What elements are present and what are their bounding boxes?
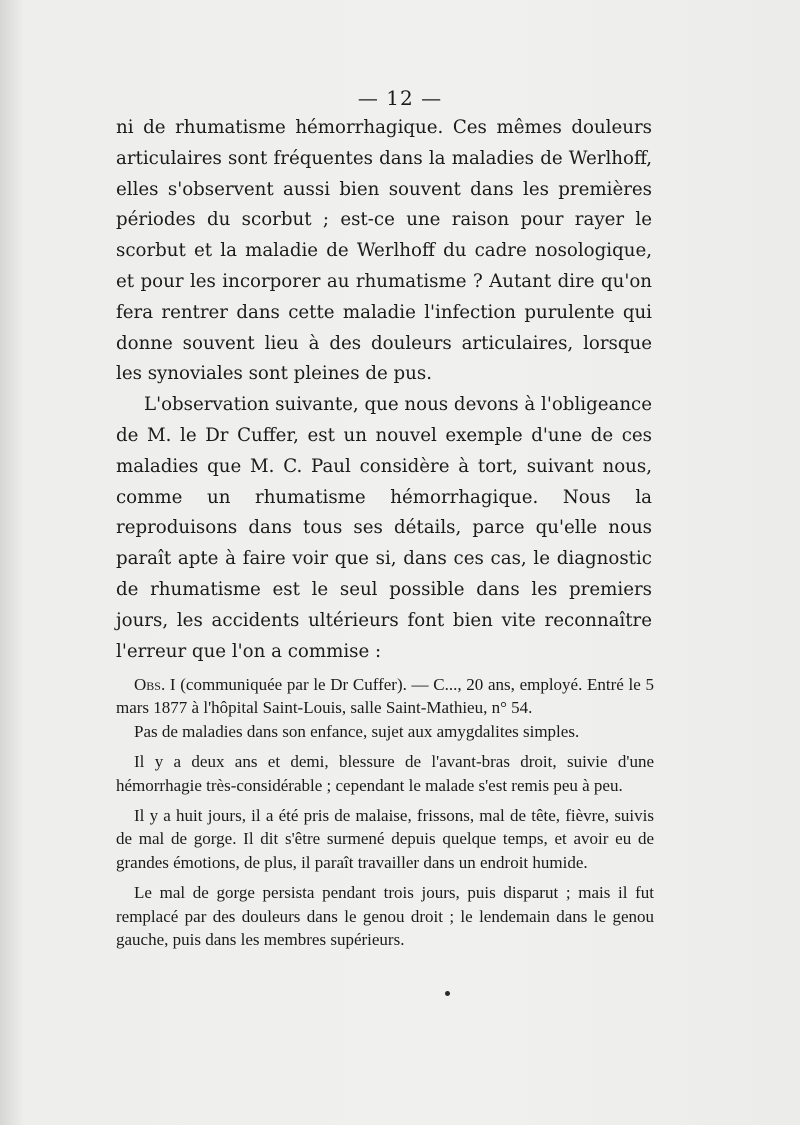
observation-block — [116, 673, 654, 951]
ink-dot — [445, 991, 450, 996]
paragraph: ni de rhumatisme hémorrhagique. Ces mêmes douleurs articulaires sont fréquentes dans la maladies de Werlhoff, elles s'observent aussi bien souvent dans les premières périodes du scorbut ; est-ce une raison pour rayer le scorbut et la maladie de Werlhoff du cadre nosologique, et pour les incorporer au rhumatisme ? Autant dire qu'on fera rentrer dans cette maladie l'infection purulente qui donne souvent lieu à des douleurs articulaires, lorsque les synoviales sont pleines de pus. — [116, 117, 652, 385]
observation-label: Obs. I — [134, 675, 176, 694]
observation-paragraph: Il y a huit jours, il a été pris de malaise, frissons, mal de tête, fièvre, suivis de mal de gorge. Il dit s'être surmené depuis quelque temps, et avoir eu de grandes émotions, de plus, il paraît travailler dans un endroit humide. — [116, 806, 654, 872]
observation-paragraph: Le mal de gorge persista pendant trois jours, puis disparut ; mais il fut remplacé par des douleurs dans le genou droit ; le lendemain dans le genou gauche, puis dans les membres supérieurs. — [116, 883, 654, 950]
main-text — [116, 113, 652, 667]
paragraph: L'observation suivante, que nous devons à l'obligeance de M. le Dr Cuffer, est un nouvel exemple d'une de ces maladies que M. C. Paul considère à tort, suivant nous, comme un rhumatisme hémorrhagique. Nous la reproduisons dans tous ses détails, parce qu'elle nous paraît apte à faire voir que si, dans ces cas, le diagnostic de rhumatisme est le seul possible dans les premiers jours, les accidents ultérieurs font bien vite reconnaître l'erreur que l'on a commise : — [116, 394, 652, 662]
page-number: — 12 — — [357, 86, 443, 110]
observation-paragraph: Pas de maladies dans son enfance, sujet aux amygdalites simples. — [134, 721, 580, 741]
observation-paragraph: Il y a deux ans et demi, blessure de l'avant-bras droit, suivie d'une hémorrhagie très-considérable ; cependant le malade s'est remis peu à peu. — [116, 752, 654, 795]
observation-heading — [116, 673, 654, 720]
observation-heading-text: (communiquée par le Dr Cuffer). — C..., 20 ans, employé. Entré le 5 mars 1877 à l'hôpital Saint-Louis, salle Saint-Mathieu, n° 54. — [116, 675, 655, 718]
